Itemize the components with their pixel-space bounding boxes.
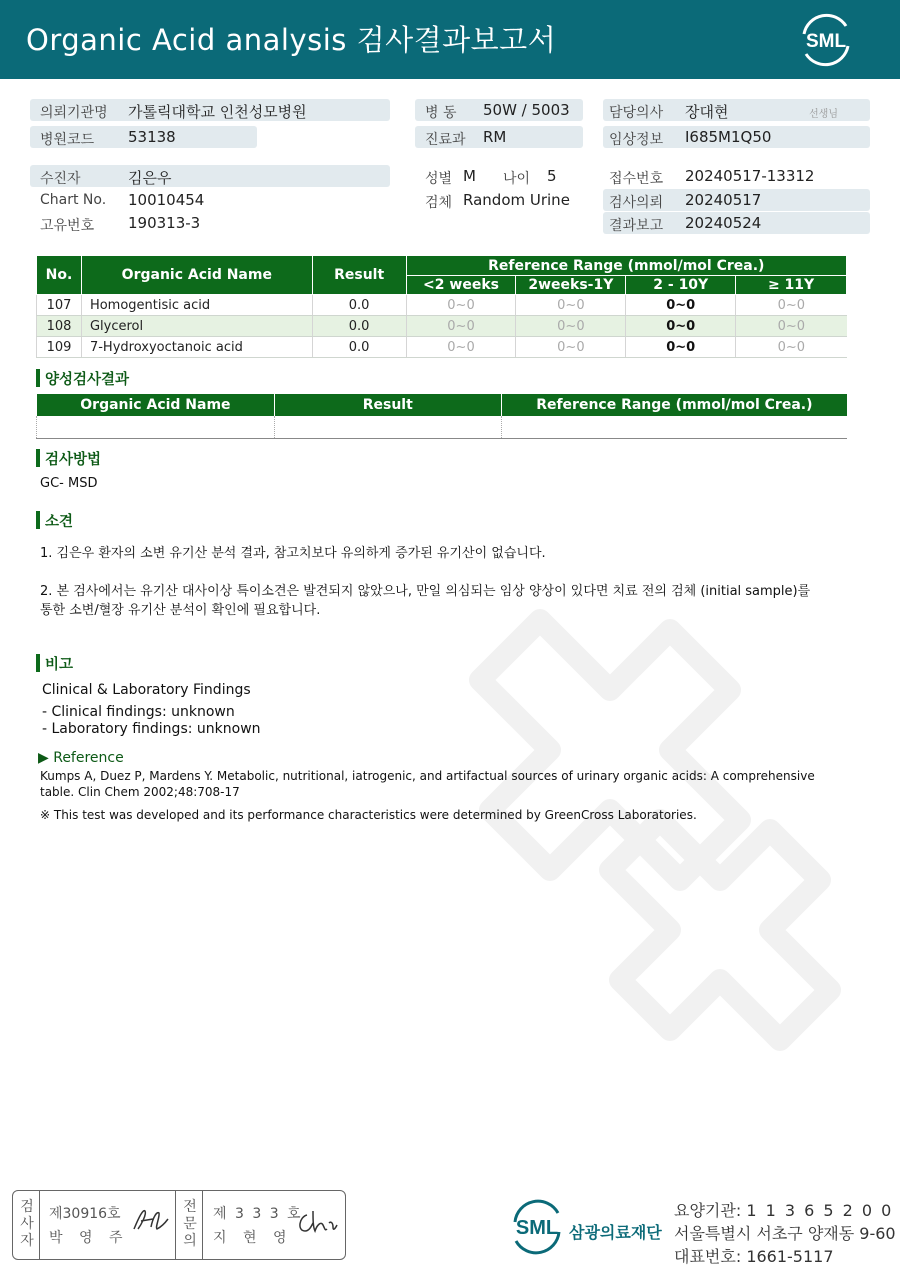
sex-age-row xyxy=(415,165,595,187)
institution-label: 의뢰기관명 xyxy=(40,105,108,121)
col-header-result: Result xyxy=(312,256,406,295)
doctor-value: 장대현 xyxy=(685,103,729,121)
table-row xyxy=(37,316,847,337)
ward-label: 병 동 xyxy=(425,105,457,121)
ward-row xyxy=(415,99,583,121)
phone-label: 대표번호: xyxy=(674,1247,742,1266)
hospital-code-row xyxy=(30,126,257,148)
hospital-code-value: 53138 xyxy=(128,128,176,146)
opinion-line-3: 통한 소변/혈장 유기산 분석이 확인에 필요합니다. xyxy=(40,603,321,618)
col-header-range-1: <2 weeks xyxy=(406,276,516,295)
org-name: 삼광의료재단 xyxy=(569,1223,662,1242)
remarks-heading: Clinical & Laboratory Findings xyxy=(42,682,251,698)
doctor-label: 담당의사 xyxy=(609,105,664,121)
row-range-4: 0~0 xyxy=(736,295,847,316)
org-logo xyxy=(508,1198,566,1256)
examiner-label: 검사자 xyxy=(20,1199,34,1249)
col-header-range-3: 2 - 10Y xyxy=(626,276,736,295)
patient-label: 수진자 xyxy=(40,171,81,187)
row-name: Homogentisic acid xyxy=(81,295,312,316)
row-no: 108 xyxy=(37,316,82,337)
clinical-info-row xyxy=(603,126,870,148)
phone-line xyxy=(674,1244,834,1267)
reference-note: ※ This test was developed and its performance characteristics were determined by GreenCross Laboratories. xyxy=(40,808,697,822)
department-label: 진료과 xyxy=(425,132,466,148)
row-name: Glycerol xyxy=(81,316,312,337)
specialist-license: 제 3 3 3 호 xyxy=(213,1206,303,1222)
specialist-name: 지 현 영 xyxy=(213,1230,293,1246)
ward-value: 50W / 5003 xyxy=(483,101,570,119)
row-range-2: 0~0 xyxy=(516,295,626,316)
examiner-license: 제30916호 xyxy=(49,1206,121,1222)
positive-col-result: Result xyxy=(274,394,501,416)
report-title: Organic Acid analysis 검사결과보고서 xyxy=(26,23,557,57)
report-header xyxy=(0,0,900,79)
row-result: 0.0 xyxy=(312,316,406,337)
row-range-1: 0~0 xyxy=(406,295,516,316)
sml-logo xyxy=(798,12,854,72)
row-result: 0.0 xyxy=(312,337,406,358)
unique-id-value: 190313-3 xyxy=(128,214,201,232)
age-value: 5 xyxy=(547,167,557,185)
specimen-label: 검체 xyxy=(425,195,453,211)
unique-id-label: 고유번호 xyxy=(40,218,95,234)
remarks-section-title: 비고 xyxy=(36,653,73,674)
specimen-row xyxy=(415,189,595,211)
patient-value: 김은우 xyxy=(128,169,172,187)
remarks-laboratory: - Laboratory findings: unknown xyxy=(42,721,261,737)
opinion-line-1: 1. 김은우 환자의 소변 유기산 분석 결과, 참고치보다 유의하게 증가된 유기산이 없습니다. xyxy=(40,546,546,561)
chart-no-row xyxy=(30,189,390,211)
institution-code-line xyxy=(674,1198,893,1221)
opinion-section-title: 소견 xyxy=(36,510,73,531)
row-range-3: 0~0 xyxy=(626,316,736,337)
specialist-signature xyxy=(295,1207,339,1237)
address: 서울특별시 서초구 양재동 9-60 xyxy=(674,1224,896,1243)
row-range-1: 0~0 xyxy=(406,316,516,337)
reference-line-2: table. Clin Chem 2002;48:708-17 xyxy=(40,785,240,799)
positive-section-title: 양성검사결과 xyxy=(36,368,129,389)
row-range-3: 0~0 xyxy=(626,337,736,358)
method-section-title: 검사방법 xyxy=(36,448,101,469)
examiner-name: 박 영 주 xyxy=(49,1230,129,1246)
row-range-2: 0~0 xyxy=(516,316,626,337)
hospital-code-label: 병원코드 xyxy=(40,132,95,148)
report-date-row xyxy=(603,212,870,234)
row-result: 0.0 xyxy=(312,295,406,316)
examiner-signature xyxy=(131,1205,171,1235)
sex-value: M xyxy=(463,167,476,185)
row-no: 109 xyxy=(37,337,82,358)
row-range-4: 0~0 xyxy=(736,316,847,337)
col-header-reference: Reference Range (mmol/mol Crea.) xyxy=(406,256,846,276)
doctor-suffix: 선생님 xyxy=(809,109,838,120)
patient-row xyxy=(30,165,390,187)
row-range-3: 0~0 xyxy=(626,295,736,316)
chart-no-value: 10010454 xyxy=(128,191,205,209)
table-row xyxy=(37,337,847,358)
reference-title: ▶ Reference xyxy=(38,750,124,766)
phone-value: 1661-5117 xyxy=(746,1247,834,1266)
watermark-graphic xyxy=(360,540,880,1060)
specialist-label: 전문의 xyxy=(183,1199,197,1249)
receipt-row xyxy=(603,165,870,187)
age-label: 나이 xyxy=(503,171,531,187)
positive-results-table xyxy=(36,394,847,439)
row-no: 107 xyxy=(37,295,82,316)
table-row xyxy=(37,295,847,316)
reference-line-1: Kumps A, Duez P, Mardens Y. Metabolic, nutritional, iatrogenic, and artifactual sources of urinary organic acids: A comprehensive xyxy=(40,769,815,783)
positive-empty-row xyxy=(37,416,848,439)
results-table xyxy=(36,255,847,358)
department-row xyxy=(415,126,583,148)
institution-row xyxy=(30,99,390,121)
col-header-name: Organic Acid Name xyxy=(81,256,312,295)
department-value: RM xyxy=(483,128,507,146)
receipt-label: 접수번호 xyxy=(609,171,664,187)
row-range-1: 0~0 xyxy=(406,337,516,358)
signature-box xyxy=(12,1190,346,1260)
org-logo-text: SML xyxy=(515,1217,559,1239)
request-date-value: 20240517 xyxy=(685,191,762,209)
positive-col-reference: Reference Range (mmol/mol Crea.) xyxy=(501,394,847,416)
clinical-info-label: 임상정보 xyxy=(609,132,664,148)
report-date-label: 결과보고 xyxy=(609,218,664,234)
row-range-2: 0~0 xyxy=(516,337,626,358)
institution-code-value: 1 1 3 6 5 2 0 0 xyxy=(746,1201,894,1220)
institution-value: 가톨릭대학교 인천성모병원 xyxy=(128,103,307,121)
row-name: 7-Hydroxyoctanoic acid xyxy=(81,337,312,358)
request-date-row xyxy=(603,189,870,211)
col-header-no: No. xyxy=(37,256,82,295)
sml-logo-text: SML xyxy=(805,31,847,52)
request-date-label: 검사의뢰 xyxy=(609,195,664,211)
unique-id-row xyxy=(30,212,390,234)
row-range-4: 0~0 xyxy=(736,337,847,358)
receipt-value: 20240517-13312 xyxy=(685,167,815,185)
col-header-range-2: 2weeks-1Y xyxy=(516,276,626,295)
method-text: GC- MSD xyxy=(40,476,98,491)
chart-no-label: Chart No. xyxy=(40,192,107,208)
institution-code-label: 요양기관: xyxy=(674,1201,742,1220)
doctor-row xyxy=(603,99,870,121)
col-header-range-4: ≥ 11Y xyxy=(736,276,847,295)
report-date-value: 20240524 xyxy=(685,214,762,232)
opinion-line-2: 2. 본 검사에서는 유기산 대사이상 특이소견은 발견되지 않았으나, 만일 의심되는 임상 양상이 있다면 치료 전의 검체 (initial sample)를 xyxy=(40,584,811,599)
positive-col-name: Organic Acid Name xyxy=(37,394,275,416)
remarks-clinical: - Clinical findings: unknown xyxy=(42,704,235,720)
specimen-value: Random Urine xyxy=(463,191,570,209)
sex-label: 성별 xyxy=(425,171,453,187)
clinical-info-value: I685M1Q50 xyxy=(685,128,772,146)
